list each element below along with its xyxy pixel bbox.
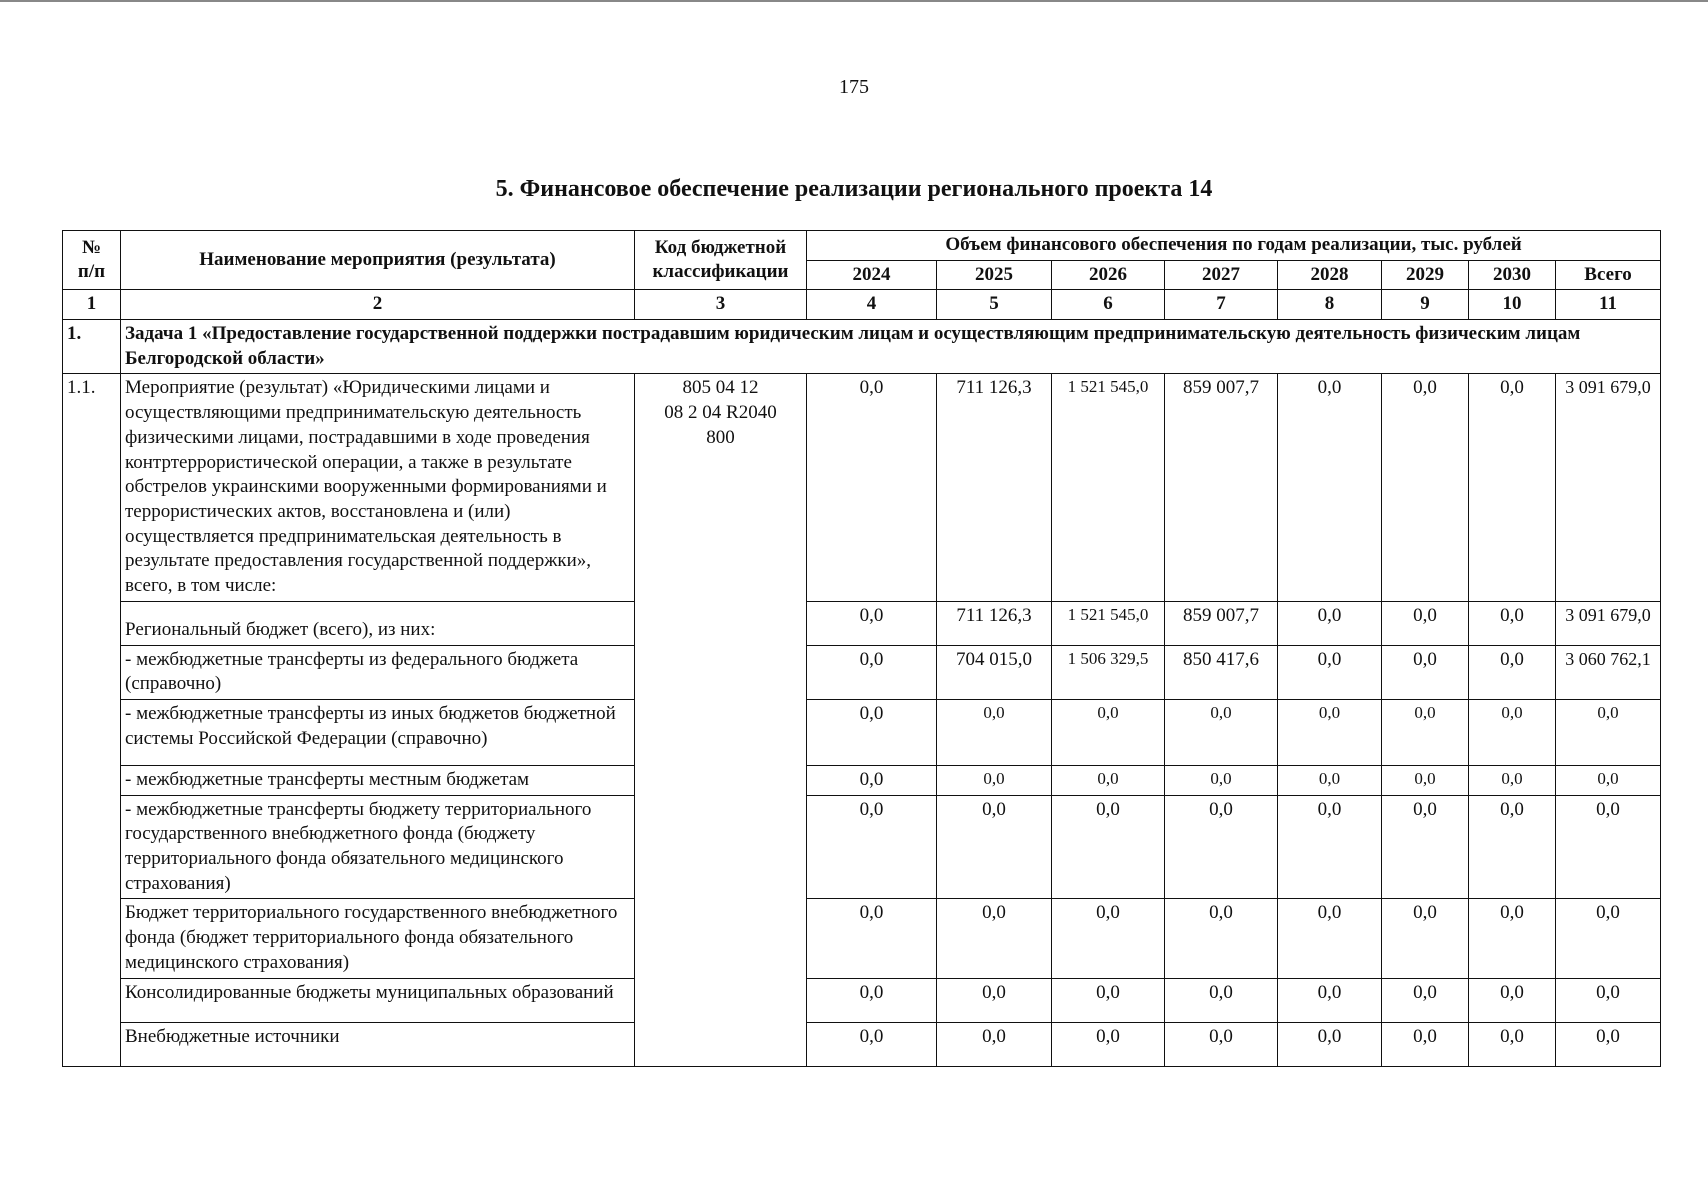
value-cell: 0,0 (807, 795, 937, 899)
column-number-cell: 4 (807, 290, 937, 320)
value-cell: 0,0 (1278, 1022, 1382, 1066)
task-row (63, 320, 1661, 374)
value-cell: 0,0 (1165, 795, 1278, 899)
column-number-cell: 10 (1469, 290, 1556, 320)
value-cell: 0,0 (1278, 978, 1382, 1022)
value-cell: 3 091 679,0 (1556, 374, 1661, 601)
value-cell: 0,0 (807, 700, 937, 766)
value-cell: 0,0 (1278, 374, 1382, 601)
value-cell: 859 007,7 (1165, 601, 1278, 645)
value-cell: 0,0 (1382, 978, 1469, 1022)
top-rule (0, 0, 1708, 2)
value-cell: 0,0 (1165, 700, 1278, 766)
row-label: - межбюджетные трансферты местным бюджетам (121, 766, 635, 796)
value-cell: 0,0 (1469, 601, 1556, 645)
value-cell: 0,0 (1556, 1022, 1661, 1066)
value-cell: 0,0 (807, 899, 937, 978)
value-cell: 850 417,6 (1165, 645, 1278, 699)
value-cell: 0,0 (1165, 1022, 1278, 1066)
value-cell: 0,0 (937, 766, 1052, 796)
value-cell: 0,0 (1052, 899, 1165, 978)
value-cell: 0,0 (1382, 700, 1469, 766)
value-cell: 1 506 329,5 (1052, 645, 1165, 699)
column-number-row (63, 290, 1661, 320)
value-cell: 0,0 (937, 899, 1052, 978)
value-cell: 0,0 (1556, 766, 1661, 796)
value-cell: 0,0 (1052, 766, 1165, 796)
header-name: Наименование мероприятия (результата) (121, 231, 635, 290)
value-cell: 0,0 (1469, 899, 1556, 978)
header-total: Всего (1556, 260, 1661, 290)
value-cell: 704 015,0 (937, 645, 1052, 699)
table-row (63, 766, 1661, 796)
value-cell: 0,0 (1278, 645, 1382, 699)
header-num: № п/п (63, 231, 121, 290)
row-label: - межбюджетные трансферты из иных бюджетов бюджетной системы Российской Федерации (справочно) (121, 700, 635, 766)
header-code: Код бюджетной классификации (635, 231, 807, 290)
value-cell: 1 521 545,0 (1052, 374, 1165, 601)
task-text: Задача 1 «Предоставление государственной поддержки пострадавшим юридическим лицам и осуществляющим предпринимательскую деятельность физическим лицам Белгородской области» (121, 320, 1661, 374)
value-cell: 0,0 (1556, 795, 1661, 899)
row-label: Бюджет территориального государственного внебюджетного фонда (бюджет территориального фонда обязательного медицинского страхования) (121, 899, 635, 978)
header-year-2025: 2025 (937, 260, 1052, 290)
value-cell: 0,0 (807, 601, 937, 645)
budget-code: 805 04 12 08 2 04 R2040 800 (635, 374, 807, 1066)
value-cell: 0,0 (807, 1022, 937, 1066)
header-year-2030: 2030 (1469, 260, 1556, 290)
column-number-cell: 5 (937, 290, 1052, 320)
row-label: Мероприятие (результат) «Юридическими лицами и осуществляющими предпринимательскую деятельность физическими лицами, пострадавшими в ходе проведения контртеррористической операции, а также в результате обстрелов украинскими вооруженными формированиями и террористических актов, восстановлена и (или) осуществляется предпринимательская деятельность в результате предоставления государственной поддержки», всего, в том числе: (121, 374, 635, 601)
financing-table (62, 230, 1661, 1067)
column-number-cell: 9 (1382, 290, 1469, 320)
column-number-cell: 1 (63, 290, 121, 320)
value-cell: 0,0 (1382, 601, 1469, 645)
table-row (63, 645, 1661, 699)
value-cell: 0,0 (1469, 766, 1556, 796)
value-cell: 3 091 679,0 (1556, 601, 1661, 645)
value-cell: 0,0 (1556, 899, 1661, 978)
row-label: - межбюджетные трансферты бюджету территориального государственного внебюджетного фонда (бюджету территориального фонда обязательного медицинского страхования) (121, 795, 635, 899)
value-cell: 0,0 (1382, 374, 1469, 601)
table-row (63, 1022, 1661, 1066)
value-cell: 0,0 (1469, 374, 1556, 601)
value-cell: 0,0 (1469, 645, 1556, 699)
value-cell: 0,0 (1382, 645, 1469, 699)
value-cell: 0,0 (1165, 899, 1278, 978)
header-year-2027: 2027 (1165, 260, 1278, 290)
value-cell: 0,0 (1469, 978, 1556, 1022)
page-number: 175 (839, 76, 869, 98)
table-row (63, 374, 1661, 601)
row-label: - межбюджетные трансферты из федерального бюджета (справочно) (121, 645, 635, 699)
value-cell: 0,0 (807, 645, 937, 699)
value-cell: 0,0 (937, 700, 1052, 766)
header-year-2026: 2026 (1052, 260, 1165, 290)
row-label: Региональный бюджет (всего), из них: (121, 601, 635, 645)
value-cell: 0,0 (1556, 700, 1661, 766)
value-cell: 0,0 (1052, 978, 1165, 1022)
value-cell: 3 060 762,1 (1556, 645, 1661, 699)
value-cell: 0,0 (807, 978, 937, 1022)
value-cell: 0,0 (937, 795, 1052, 899)
table-row (63, 899, 1661, 978)
table-row (63, 601, 1661, 645)
measure-num: 1.1. (63, 374, 121, 1066)
value-cell: 0,0 (937, 1022, 1052, 1066)
header-volume: Объем финансового обеспечения по годам реализации, тыс. рублей (807, 231, 1661, 261)
value-cell: 0,0 (1469, 1022, 1556, 1066)
column-number-cell: 6 (1052, 290, 1165, 320)
row-label: Внебюджетные источники (121, 1022, 635, 1066)
value-cell: 1 521 545,0 (1052, 601, 1165, 645)
table-row (63, 978, 1661, 1022)
table-row (63, 700, 1661, 766)
value-cell: 0,0 (1278, 601, 1382, 645)
value-cell: 711 126,3 (937, 601, 1052, 645)
row-label: Консолидированные бюджеты муниципальных образований (121, 978, 635, 1022)
table-row (63, 795, 1661, 899)
value-cell: 0,0 (807, 766, 937, 796)
value-cell: 0,0 (1382, 1022, 1469, 1066)
column-number-cell: 2 (121, 290, 635, 320)
column-number-cell: 8 (1278, 290, 1382, 320)
column-number-cell: 11 (1556, 290, 1661, 320)
value-cell: 0,0 (1469, 700, 1556, 766)
value-cell: 711 126,3 (937, 374, 1052, 601)
header-year-2029: 2029 (1382, 260, 1469, 290)
value-cell: 0,0 (1165, 766, 1278, 796)
value-cell: 0,0 (1469, 795, 1556, 899)
value-cell: 0,0 (1165, 978, 1278, 1022)
value-cell: 0,0 (1382, 766, 1469, 796)
value-cell: 0,0 (807, 374, 937, 601)
task-num: 1. (63, 320, 121, 374)
header-row-1 (63, 231, 1661, 261)
value-cell: 0,0 (1278, 795, 1382, 899)
value-cell: 859 007,7 (1165, 374, 1278, 601)
column-number-cell: 7 (1165, 290, 1278, 320)
value-cell: 0,0 (1278, 899, 1382, 978)
value-cell: 0,0 (937, 978, 1052, 1022)
value-cell: 0,0 (1556, 978, 1661, 1022)
value-cell: 0,0 (1278, 700, 1382, 766)
header-year-2028: 2028 (1278, 260, 1382, 290)
header-year-2024: 2024 (807, 260, 937, 290)
value-cell: 0,0 (1052, 700, 1165, 766)
value-cell: 0,0 (1052, 795, 1165, 899)
document-title: 5. Финансовое обеспечение реализации регионального проекта 14 (495, 176, 1213, 202)
value-cell: 0,0 (1052, 1022, 1165, 1066)
value-cell: 0,0 (1382, 795, 1469, 899)
value-cell: 0,0 (1382, 899, 1469, 978)
column-number-cell: 3 (635, 290, 807, 320)
value-cell: 0,0 (1278, 766, 1382, 796)
